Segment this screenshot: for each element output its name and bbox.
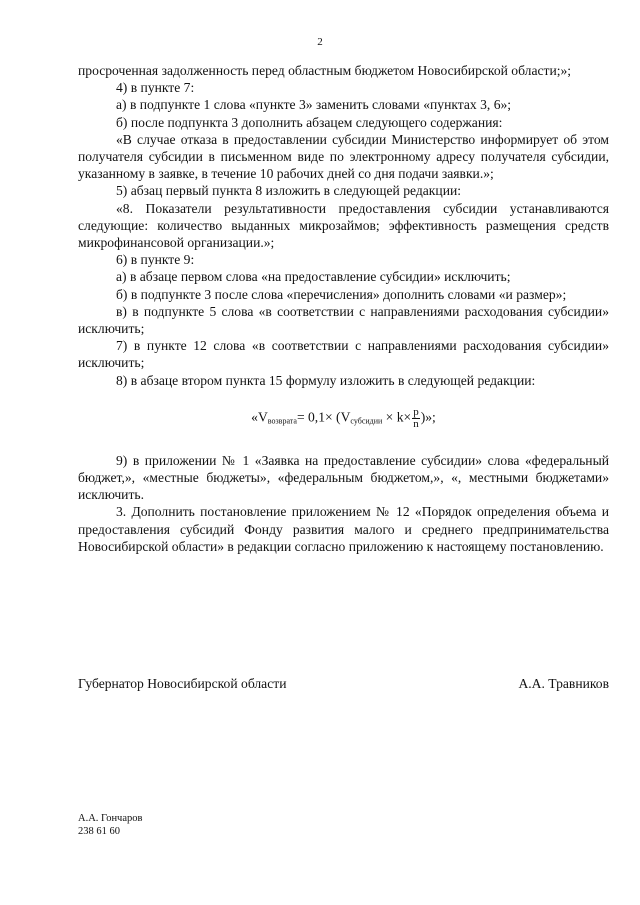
executor-phone: 238 61 60: [78, 826, 120, 837]
paragraph: а) в абзаце первом слова «на предоставление субсидии» исключить;: [116, 269, 511, 285]
formula-subscript-subsidy: субсидии: [350, 416, 383, 426]
paragraph: 3. Дополнить постановление приложением № 12 «Порядок определения объема и предоставления субсидий Фонду развития малого и среднего предпринимательства Новосибирской области» в редакции согласно приложению к настоящему постановлению.: [78, 504, 609, 554]
paragraph: «В случае отказа в предоставлении субсидии Министерство информирует об этом получателя субсидии в письменном виде по электронному адресу получателя субсидии, указанному в заявке, в течение 10 рабочих дней со дня подачи заявки.»;: [78, 131, 609, 182]
formula-open: «V: [251, 409, 268, 425]
paragraph: 8) в абзаце втором пункта 15 формулу изложить в следующей редакции:: [116, 372, 536, 388]
signatory-name: А.А. Травников: [518, 676, 609, 691]
page-number: 2: [317, 36, 323, 48]
executor-block: [78, 812, 142, 838]
fraction-numerator: p: [413, 405, 419, 418]
formula-times-k: × k×: [382, 409, 412, 425]
paragraph: б) после подпункта 3 дополнить абзацем следующего содержания:: [116, 114, 503, 130]
paragraph: «8. Показатели результативности предоставления субсидии устанавливаются следующие: количество выданных микрозаймов; эффективность размещения средств микрофинансовой организации.»;: [78, 200, 609, 251]
paragraph: 6) в пункте 9:: [116, 252, 195, 268]
executor-name: А.А. Гончаров: [78, 813, 143, 824]
paragraph: 4) в пункте 7:: [116, 80, 195, 96]
formula-close: )»;: [420, 409, 436, 425]
paragraph: 9) в приложении № 1 «Заявка на предоставление субсидии» слова «федеральный бюджет,», «местные бюджеты», «федеральным бюджетом,», «, местными бюджетами» исключить.: [78, 452, 609, 503]
formula-fraction: [412, 407, 420, 430]
signatory-position: Губернатор Новосибирской области: [78, 676, 287, 691]
paragraph: просроченная задолженность перед областным бюджетом Новосибирской области;»;: [78, 63, 572, 78]
fraction-denominator: n: [413, 417, 419, 430]
paragraph: в) в подпункте 5 слова «в соответствии с направлениями расходования субсидии» исключить;: [78, 303, 609, 337]
formula-subscript-return: возврата: [267, 416, 297, 426]
paragraph: а) в подпункте 1 слова «пункте 3» заменить словами «пунктах 3, 6»;: [116, 97, 512, 113]
paragraph: 5) абзац первый пункта 8 изложить в следующей редакции:: [116, 183, 462, 199]
paragraph: 7) в пункте 12 слова «в соответствии с направлениями расходования субсидии» исключить;: [78, 338, 609, 371]
signature-block: [78, 676, 609, 692]
formula: [78, 407, 609, 430]
paragraph: б) в подпункте 3 после слова «перечисления» дополнить словами «и размер»;: [116, 286, 567, 302]
formula-middle: = 0,1× (V: [296, 409, 351, 425]
document-body: [78, 62, 609, 555]
